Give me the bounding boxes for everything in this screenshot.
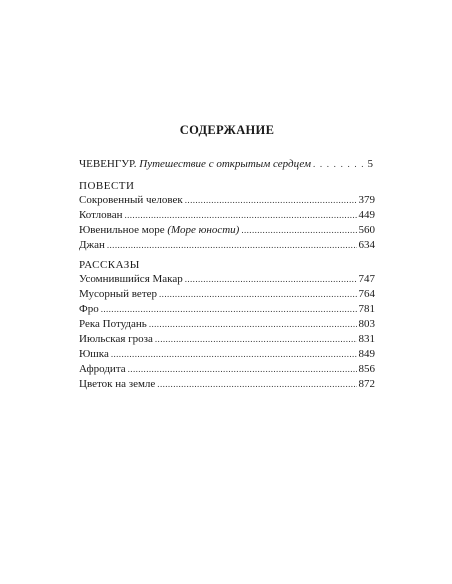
page-number: 781 — [358, 303, 375, 315]
toc-title: СОДЕРЖАНИЕ — [179, 123, 275, 137]
dot-leader — [185, 193, 357, 207]
main-work-title: ЧЕВЕНГУР. — [79, 158, 137, 170]
dot-leader — [111, 347, 357, 361]
page-number: 560 — [358, 224, 375, 236]
toc-entry[interactable] — [79, 362, 375, 376]
toc-entry-title — [79, 223, 239, 237]
page-number: 831 — [358, 333, 375, 345]
toc-entry[interactable] — [79, 317, 375, 331]
dot-leader — [159, 287, 356, 301]
toc-entry[interactable] — [79, 272, 375, 286]
toc-entry-title: Мусорный ветер — [79, 288, 158, 300]
toc-entry[interactable] — [79, 347, 375, 361]
toc-entry-title: Котлован — [79, 209, 123, 221]
toc-entry-title: Афродита — [79, 363, 126, 375]
toc-entry-title: Река Потудань — [79, 318, 147, 330]
toc-entry[interactable] — [79, 193, 375, 207]
toc-entry-title: Сокровенный человек — [79, 194, 183, 206]
toc-entry-title — [79, 157, 311, 171]
dot-leader — [185, 272, 357, 286]
dot-leader — [149, 317, 357, 331]
page-number: 849 — [358, 348, 375, 360]
page-number: 747 — [358, 273, 375, 285]
toc-entry-title: Усомнившийся Макар — [79, 273, 183, 285]
toc-entry[interactable] — [79, 377, 375, 391]
toc-entry[interactable] — [79, 238, 375, 252]
page-number: 379 — [358, 194, 375, 206]
main-work-subtitle: Путешествие с открытым сердцем — [139, 158, 311, 170]
toc-entry-title: Джан — [79, 239, 105, 251]
entry-subtitle: (Море юности) — [167, 224, 240, 236]
dot-leader — [101, 302, 357, 316]
section-heading-rasskazy: РАССКАЗЫ — [79, 259, 140, 271]
page-number: 449 — [358, 209, 375, 221]
page-number: 856 — [358, 363, 375, 375]
toc-entry-title: Фро — [79, 303, 99, 315]
page-number: 634 — [358, 239, 375, 251]
toc-entry[interactable] — [79, 332, 375, 346]
dot-leader — [128, 362, 357, 376]
page-number: 872 — [358, 378, 375, 390]
toc-entry-title: Июльская гроза — [79, 333, 153, 345]
toc-entry[interactable] — [79, 223, 375, 237]
toc-entry[interactable] — [79, 208, 375, 222]
toc-entry[interactable] — [79, 287, 375, 301]
dot-leader — [241, 223, 356, 237]
dot-leader — [157, 377, 356, 391]
toc-entry-title: Юшка — [79, 348, 109, 360]
dot-leader — [107, 238, 357, 252]
entry-title-text: Ювенильное море — [79, 224, 165, 236]
section-heading-povesti: ПОВЕСТИ — [79, 180, 135, 192]
toc-entry-main-work[interactable] — [79, 157, 375, 171]
dot-leader — [124, 208, 356, 222]
page-number: 764 — [358, 288, 375, 300]
toc-entry-title: Цветок на земле — [79, 378, 156, 390]
dot-leader — [313, 157, 366, 171]
page-number: 803 — [358, 318, 375, 330]
page-number: 5 — [367, 158, 373, 170]
toc-entry[interactable] — [79, 302, 375, 316]
dot-leader — [155, 332, 357, 346]
